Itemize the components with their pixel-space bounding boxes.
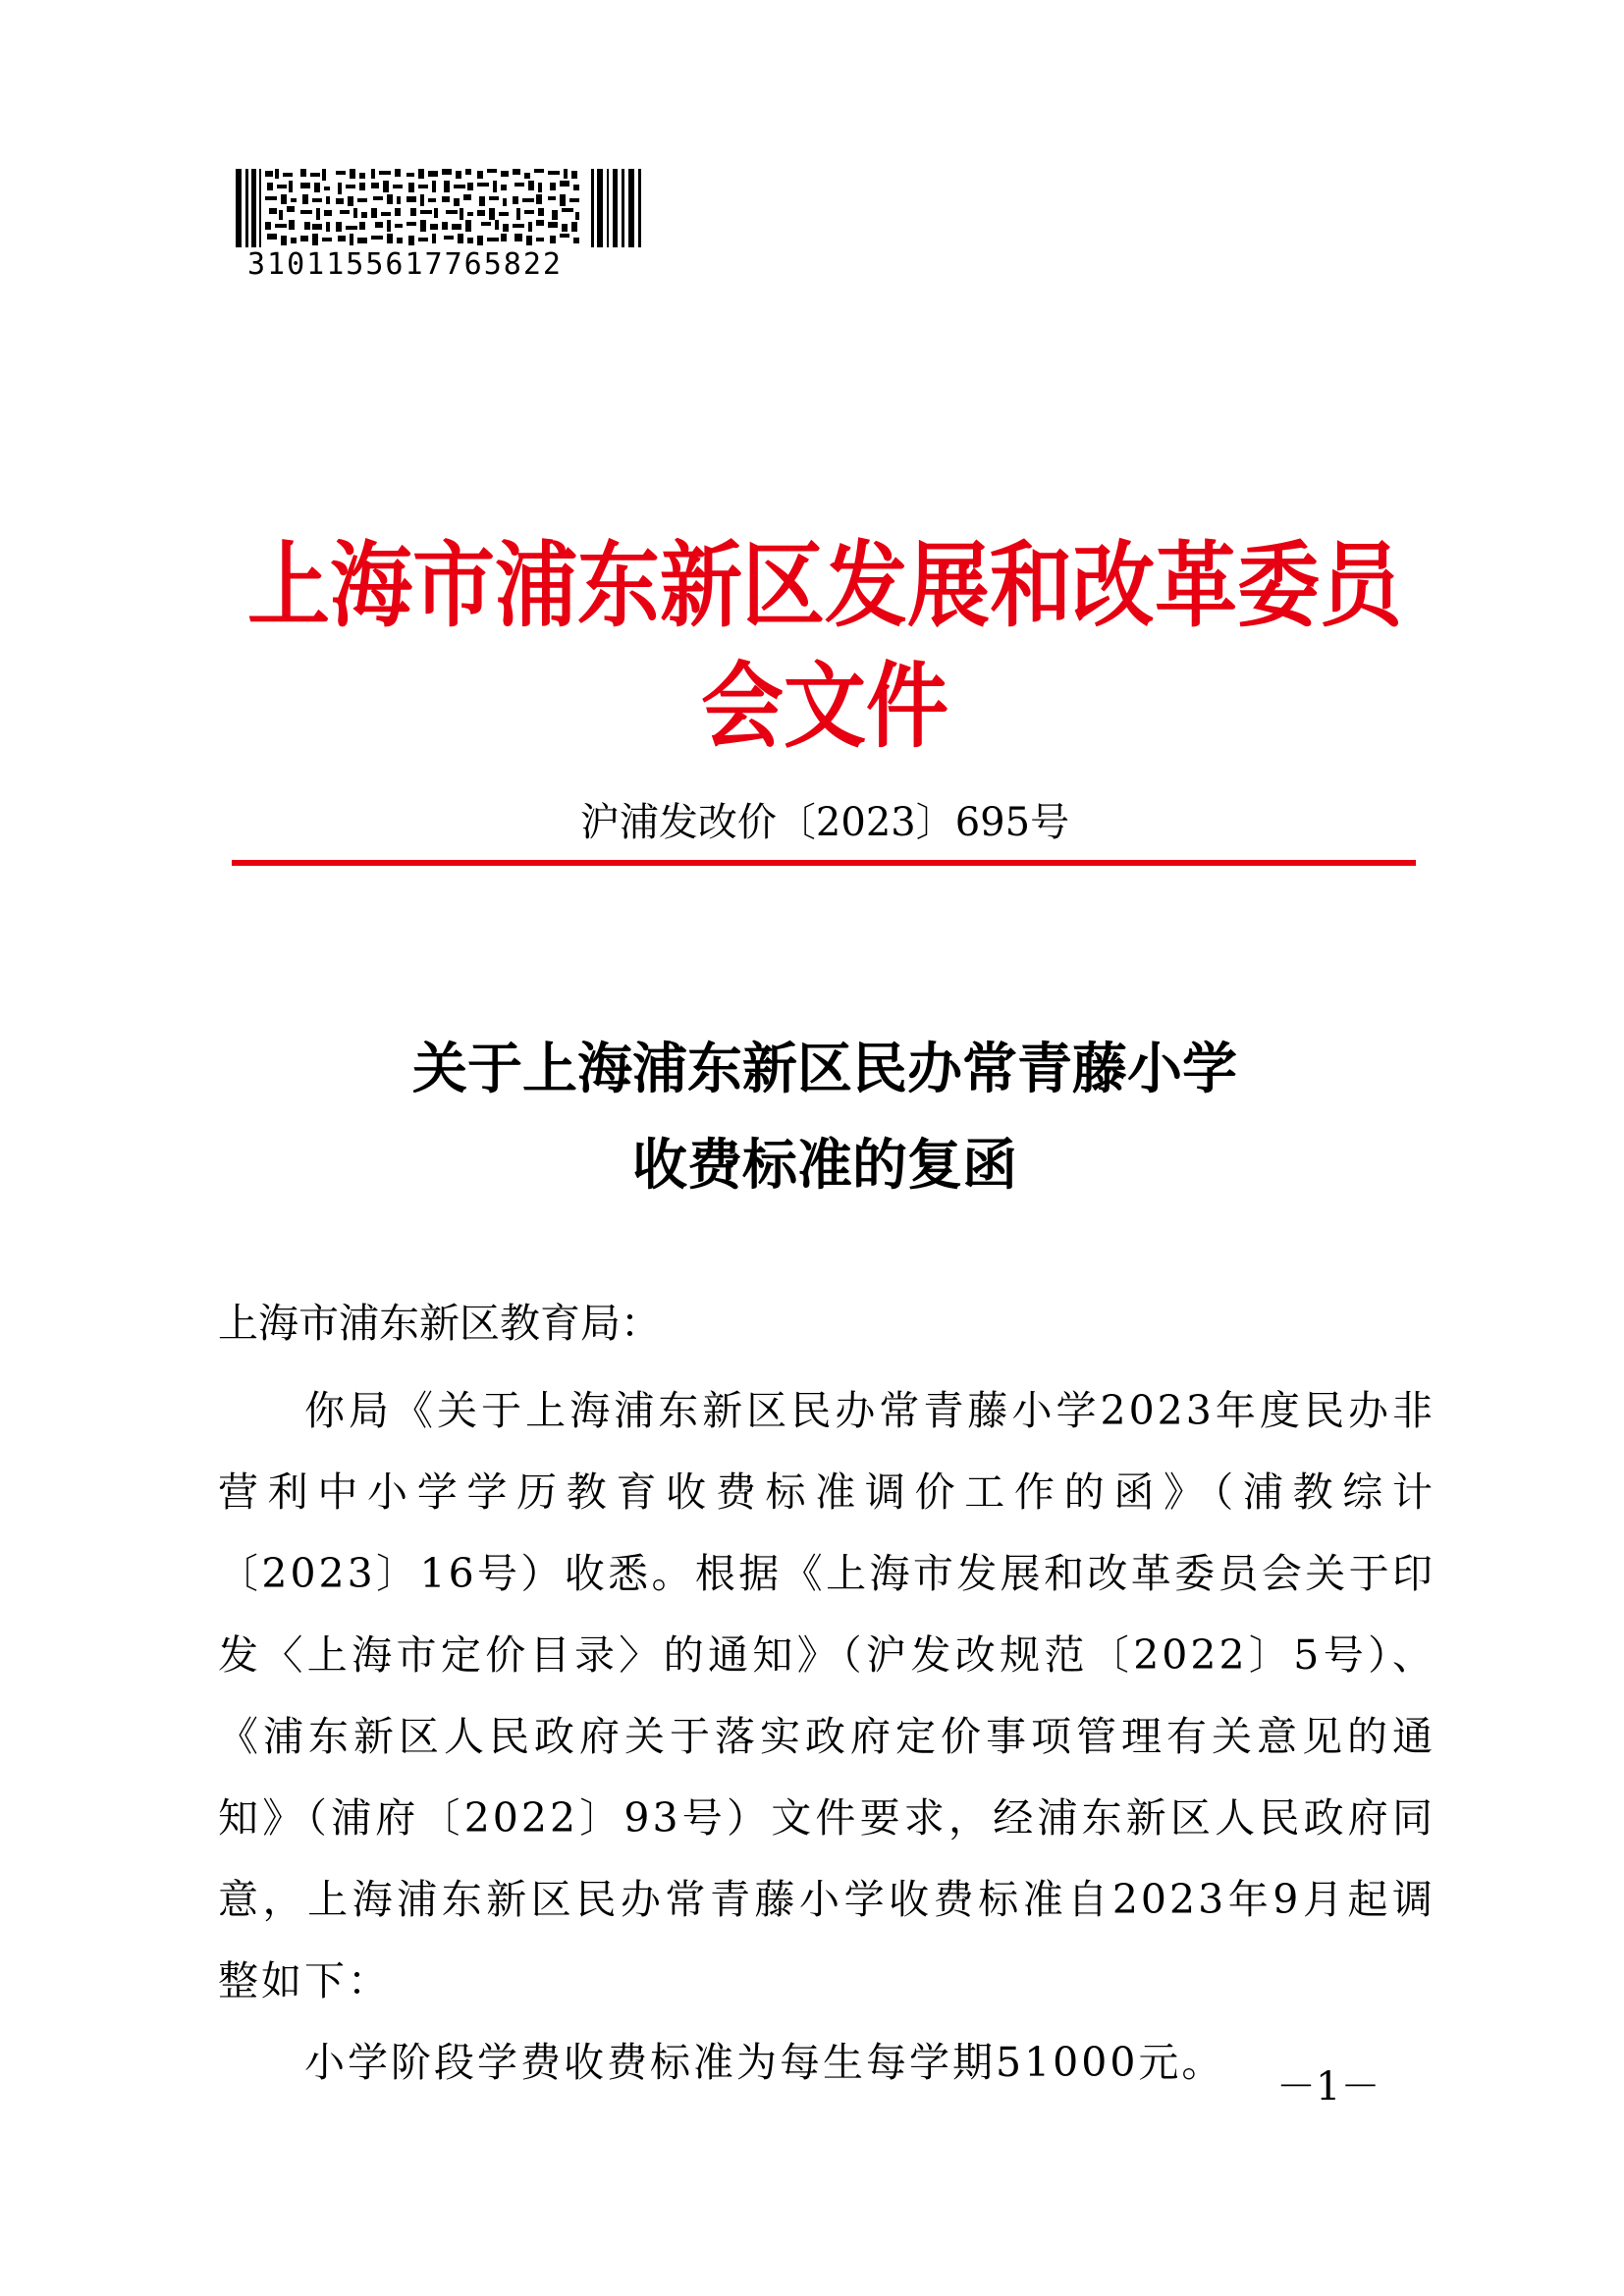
recipient-line: 上海市浦东新区教育局：: [218, 1300, 661, 1347]
body-text: [218, 1370, 1435, 2104]
barcode-number: 3101155617765822: [247, 247, 563, 282]
page-number: －1－: [1276, 2064, 1380, 2109]
document-title-line-2: 收费标准的复函: [632, 1133, 1017, 1198]
document-title-line-1: 关于上海浦东新区民办常青藤小学: [412, 1037, 1237, 1101]
document-title: [226, 1021, 1424, 1213]
red-separator-line: [232, 860, 1416, 866]
barcode: [236, 169, 648, 247]
body-paragraph-2: 小学阶段学费收费标准为每生每学期51000元。: [304, 2039, 1225, 2086]
document-number: 沪浦发改价〔2023〕695号: [579, 800, 1070, 845]
masthead-title: 上海市浦东新区发展和改革委员会文件: [246, 530, 1402, 761]
body-paragraph-1: 你局《关于上海浦东新区民办常青藤小学2023年度民办非营利中小学学历教育收费标准调价工作的函》（浦教综计〔2023〕16号）收悉。根据《上海市发展和改革委员会关于印发〈上海市定价目录〉的通知》（沪发改规范〔2022〕5号）、《浦东新区人民政府关于落实政府定价事项管理有关意见的通知》（浦府〔2022〕93号）文件要求，经浦东新区人民政府同意，上海浦东新区民办常青藤小学收费标准自2023年9月起调整如下：: [218, 1387, 1435, 2004]
